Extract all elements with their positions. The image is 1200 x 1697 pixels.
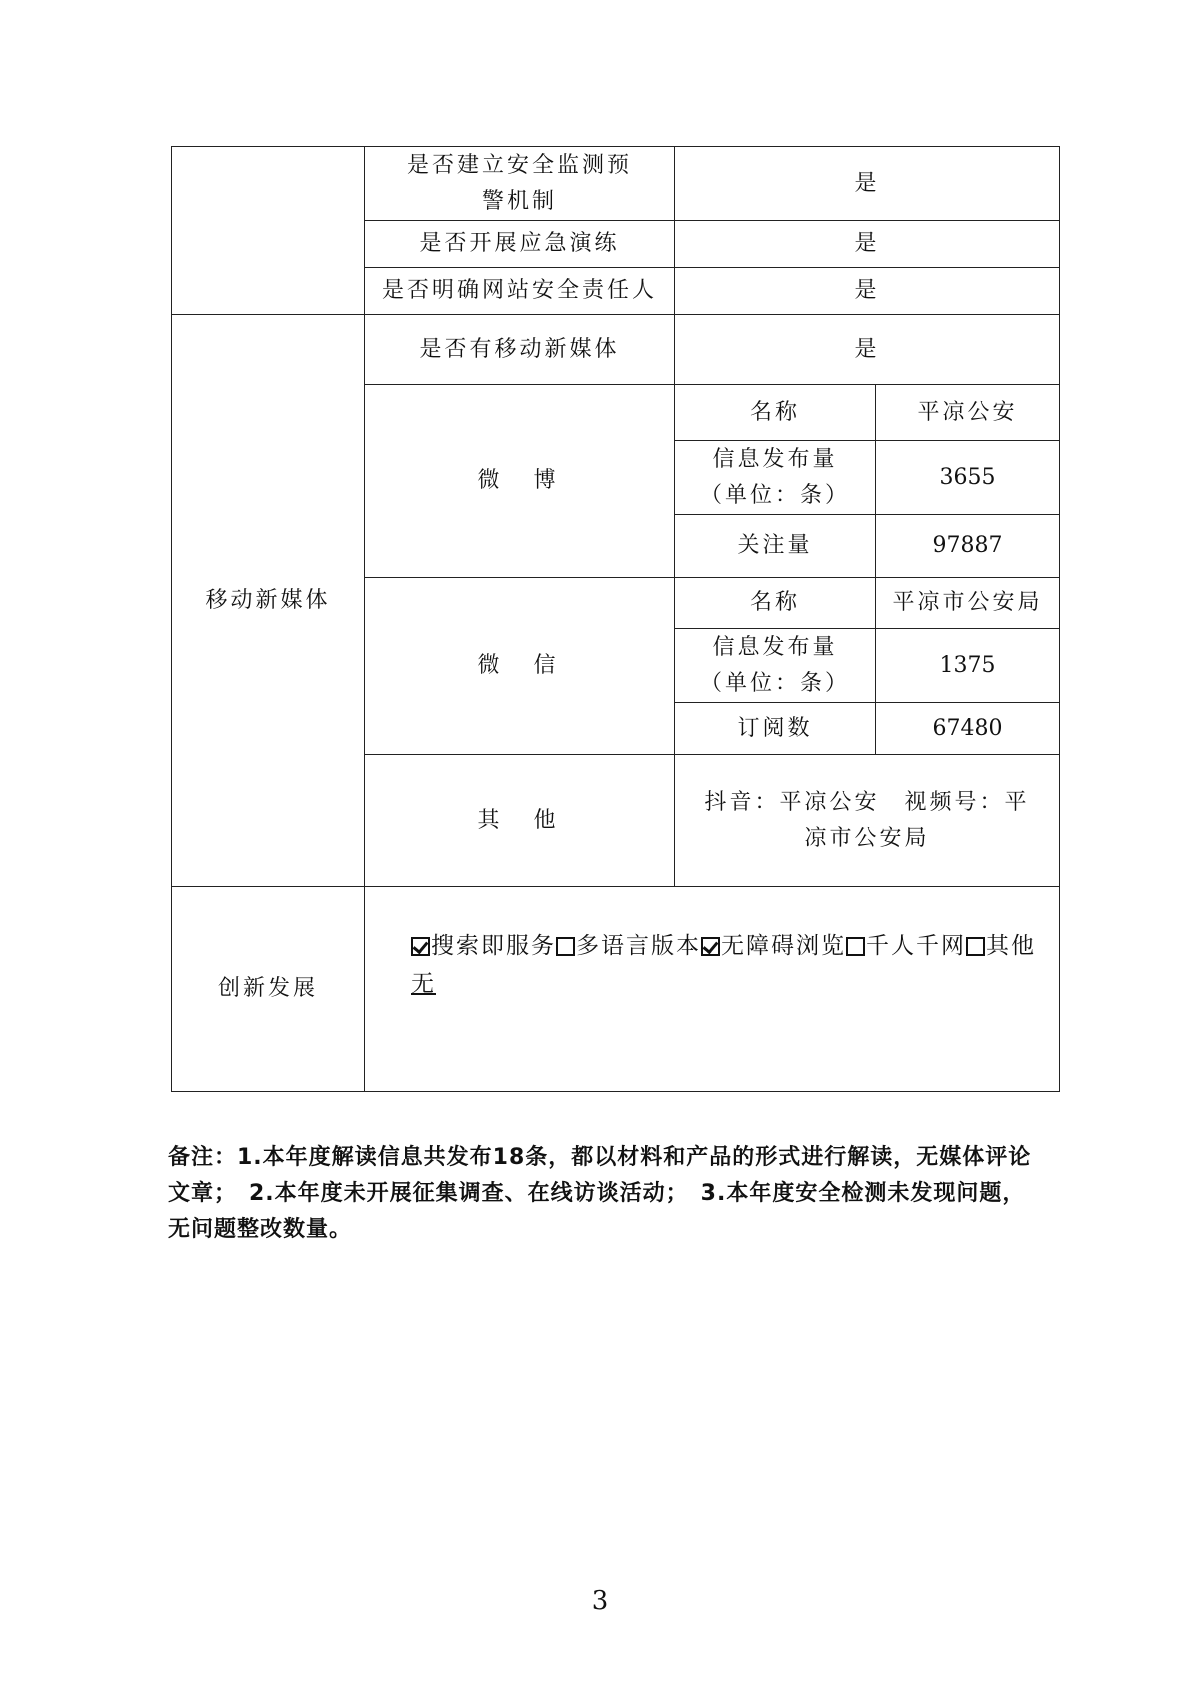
weibo-name-label: 名称	[675, 385, 876, 441]
security-item-label: 是否明确网站安全责任人	[365, 268, 675, 315]
other-media-label: 其 他	[365, 755, 675, 887]
page-number: 3	[591, 1586, 609, 1616]
checkbox-empty-icon[interactable]	[966, 937, 985, 956]
innovation-option[interactable]	[411, 933, 556, 959]
table-row	[172, 315, 1060, 385]
has-mobile-value: 是	[675, 315, 1060, 385]
innovation-option[interactable]	[846, 933, 966, 959]
weibo-posts-label: 信息发布量（单位：条）	[675, 441, 876, 515]
checkbox-checked-icon[interactable]	[411, 937, 430, 956]
option-label: 其他	[986, 933, 1036, 959]
wechat-subscribers-label: 订阅数	[675, 703, 876, 755]
weibo-name-value: 平凉公安	[876, 385, 1060, 441]
weibo-followers-value: 97887	[876, 515, 1060, 578]
option-label: 千人千网	[866, 933, 966, 959]
report-table	[171, 146, 1060, 1092]
security-item-value: 是	[675, 221, 1060, 268]
innovation-option[interactable]	[966, 933, 1036, 959]
remark-note: 备注：1.本年度解读信息共发布18条，都以材料和产品的形式进行解读，无媒体评论文章； 2.本年度未开展征集调查、在线访谈活动； 3.本年度安全检测未发现问题，无问题整改数量。	[168, 1145, 1032, 1242]
wechat-label: 微 信	[365, 578, 675, 755]
innovation-other-text: 无	[411, 971, 436, 997]
checkbox-empty-icon[interactable]	[846, 937, 865, 956]
security-item-label: 是否开展应急演练	[365, 221, 675, 268]
checkbox-empty-icon[interactable]	[556, 937, 575, 956]
security-item-value: 是	[675, 147, 1060, 221]
mobile-media-section-label: 移动新媒体	[172, 315, 365, 887]
wechat-name-label: 名称	[675, 578, 876, 629]
security-item-value: 是	[675, 268, 1060, 315]
table-row	[172, 147, 1060, 221]
other-media-value: 抖音：平凉公安 视频号：平凉市公安局	[675, 755, 1060, 887]
option-label: 搜索即服务	[431, 933, 556, 959]
weibo-label: 微 博	[365, 385, 675, 578]
innovation-option[interactable]	[701, 933, 846, 959]
weibo-followers-label: 关注量	[675, 515, 876, 578]
security-section-cell	[172, 147, 365, 315]
innovation-option[interactable]	[556, 933, 701, 959]
innovation-section-label: 创新发展	[172, 887, 365, 1092]
weibo-posts-value: 3655	[876, 441, 1060, 515]
wechat-posts-label: 信息发布量（单位：条）	[675, 629, 876, 703]
security-item-label: 是否建立安全监测预警机制	[365, 147, 675, 221]
innovation-options	[365, 887, 1060, 1092]
option-label: 多语言版本	[576, 933, 701, 959]
option-label: 无障碍浏览	[721, 933, 846, 959]
checkbox-checked-icon[interactable]	[701, 937, 720, 956]
wechat-subscribers-value: 67480	[876, 703, 1060, 755]
wechat-name-value: 平凉市公安局	[876, 578, 1060, 629]
table-row	[172, 887, 1060, 1092]
wechat-posts-value: 1375	[876, 629, 1060, 703]
has-mobile-label: 是否有移动新媒体	[365, 315, 675, 385]
